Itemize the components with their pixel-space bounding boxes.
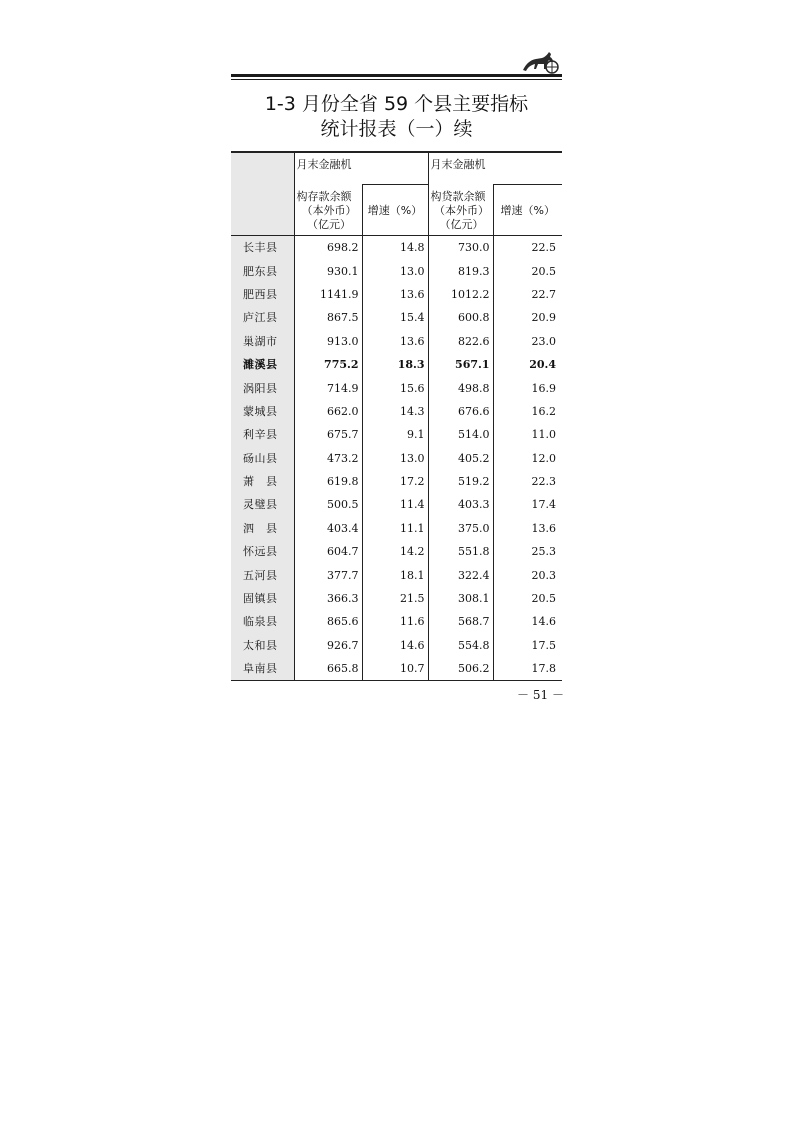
- deposit-growth-cell: 17.2: [362, 470, 428, 493]
- loan-cell: 403.3: [428, 493, 493, 516]
- table-row: [231, 353, 562, 376]
- deposit-header-line-1: 月末金融机: [296, 158, 352, 171]
- deposit-growth-cell: 13.0: [362, 259, 428, 282]
- deposit-growth-cell: 14.8: [362, 236, 428, 260]
- deposit-cell: 366.3: [294, 587, 362, 610]
- loan-header-line-2: 构贷款余额: [430, 189, 486, 203]
- loan-header-line-1: 月末金融机: [430, 158, 486, 171]
- deposit-growth-cell: 18.3: [362, 353, 428, 376]
- region-cell: 灵璧县: [231, 493, 294, 516]
- loan-growth-cell: 23.0: [493, 330, 562, 353]
- deposit-growth-header: 增速（%）: [362, 185, 428, 236]
- deposit-cell: 926.7: [294, 634, 362, 657]
- table-row: [231, 634, 562, 657]
- loan-cell: 506.2: [428, 657, 493, 681]
- loan-cell: 551.8: [428, 540, 493, 563]
- loan-cell: 405.2: [428, 447, 493, 470]
- region-cell: 泗 县: [231, 517, 294, 540]
- region-cell: 萧 县: [231, 470, 294, 493]
- loan-growth-cell: 22.3: [493, 470, 562, 493]
- loan-growth-cell: 11.0: [493, 423, 562, 446]
- title-line-2: 统计报表（一）续: [320, 118, 473, 140]
- deposit-cell: 662.0: [294, 400, 362, 423]
- loan-growth-cell: 20.9: [493, 306, 562, 329]
- header-rule-thin: [231, 79, 562, 80]
- deposit-growth-cell: 14.2: [362, 540, 428, 563]
- title-line-1: 1-3 月份全省 59 个县主要指标: [264, 93, 529, 115]
- region-cell: 肥西县: [231, 283, 294, 306]
- table-row: [231, 236, 562, 260]
- region-cell: 涡阳县: [231, 376, 294, 399]
- deposit-cell: 500.5: [294, 493, 362, 516]
- loan-cell: 567.1: [428, 353, 493, 376]
- region-cell: 临泉县: [231, 610, 294, 633]
- deposit-cell: 913.0: [294, 330, 362, 353]
- loan-cell: 514.0: [428, 423, 493, 446]
- loan-header-detail: [428, 185, 493, 236]
- deposit-growth-cell: 11.1: [362, 517, 428, 540]
- deposit-header: [294, 152, 428, 185]
- deposit-cell: 865.6: [294, 610, 362, 633]
- region-cell: 长丰县: [231, 236, 294, 260]
- page-number: － 51 －: [517, 688, 564, 702]
- loan-growth-cell: 17.4: [493, 493, 562, 516]
- header-rule-thick: [231, 74, 562, 77]
- loan-growth-cell: 13.6: [493, 517, 562, 540]
- loan-growth-cell: 16.2: [493, 400, 562, 423]
- region-cell: 太和县: [231, 634, 294, 657]
- region-cell: 砀山县: [231, 447, 294, 470]
- table-row: [231, 400, 562, 423]
- region-cell: 庐江县: [231, 306, 294, 329]
- loan-growth-cell: 25.3: [493, 540, 562, 563]
- loan-growth-cell: 20.5: [493, 259, 562, 282]
- loan-header-line-4: （亿元）: [439, 217, 484, 231]
- deposit-header-line-3: （本外币）: [301, 203, 357, 217]
- table-row: [231, 540, 562, 563]
- loan-cell: 1012.2: [428, 283, 493, 306]
- deposit-cell: 930.1: [294, 259, 362, 282]
- table-row: [231, 447, 562, 470]
- region-cell: 蒙城县: [231, 400, 294, 423]
- deposit-header-detail: [294, 185, 362, 236]
- loan-cell: 730.0: [428, 236, 493, 260]
- deposit-header-line-4: （亿元）: [307, 217, 351, 231]
- table-row: [231, 376, 562, 399]
- loan-cell: 600.8: [428, 306, 493, 329]
- deposit-cell: 665.8: [294, 657, 362, 681]
- loan-growth-cell: 20.3: [493, 563, 562, 586]
- deposit-cell: 867.5: [294, 306, 362, 329]
- loan-cell: 554.8: [428, 634, 493, 657]
- deposit-growth-cell: 11.6: [362, 610, 428, 633]
- statistics-table: [231, 151, 562, 681]
- deposit-cell: 403.4: [294, 517, 362, 540]
- table-row: [231, 493, 562, 516]
- loan-cell: 375.0: [428, 517, 493, 540]
- loan-cell: 519.2: [428, 470, 493, 493]
- deposit-growth-cell: 9.1: [362, 423, 428, 446]
- deposit-cell: 698.2: [294, 236, 362, 260]
- page-title: [231, 92, 562, 142]
- deposit-header-line-2: 构存款余额: [296, 189, 352, 203]
- loan-cell: 819.3: [428, 259, 493, 282]
- deposit-growth-cell: 11.4: [362, 493, 428, 516]
- deposit-cell: 675.7: [294, 423, 362, 446]
- table-row: [231, 283, 562, 306]
- table-row: [231, 259, 562, 282]
- table-row: [231, 517, 562, 540]
- deposit-growth-cell: 14.6: [362, 634, 428, 657]
- deposit-cell: 604.7: [294, 540, 362, 563]
- region-cell: 固镇县: [231, 587, 294, 610]
- loan-growth-header: 增速（%）: [493, 185, 562, 236]
- loan-cell: 308.1: [428, 587, 493, 610]
- loan-cell: 676.6: [428, 400, 493, 423]
- deposit-growth-cell: 13.0: [362, 447, 428, 470]
- deposit-growth-cell: 21.5: [362, 587, 428, 610]
- deposit-growth-cell: 14.3: [362, 400, 428, 423]
- deposit-growth-cell: 13.6: [362, 283, 428, 306]
- region-cell: 肥东县: [231, 259, 294, 282]
- table-row: [231, 306, 562, 329]
- region-cell: 濉溪县: [231, 353, 294, 376]
- deposit-growth-cell: 10.7: [362, 657, 428, 681]
- loan-growth-cell: 20.5: [493, 587, 562, 610]
- region-cell: 阜南县: [231, 657, 294, 681]
- loan-growth-cell: 17.8: [493, 657, 562, 681]
- loan-growth-cell: 22.5: [493, 236, 562, 260]
- table-row: [231, 610, 562, 633]
- table-row: [231, 587, 562, 610]
- deposit-cell: 473.2: [294, 447, 362, 470]
- deposit-growth-cell: 15.4: [362, 306, 428, 329]
- loan-cell: 822.6: [428, 330, 493, 353]
- deposit-cell: 377.7: [294, 563, 362, 586]
- loan-growth-cell: 20.4: [493, 353, 562, 376]
- table-row: [231, 657, 562, 681]
- deposit-growth-cell: 15.6: [362, 376, 428, 399]
- loan-header: [428, 152, 562, 185]
- horse-carriage-logo: [520, 48, 560, 76]
- loan-growth-cell: 22.7: [493, 283, 562, 306]
- region-cell: 怀远县: [231, 540, 294, 563]
- loan-cell: 322.4: [428, 563, 493, 586]
- table-row: [231, 330, 562, 353]
- deposit-cell: 714.9: [294, 376, 362, 399]
- table-row: [231, 470, 562, 493]
- table-row: [231, 423, 562, 446]
- region-column-header: [231, 152, 294, 236]
- region-cell: 利辛县: [231, 423, 294, 446]
- loan-growth-cell: 16.9: [493, 376, 562, 399]
- deposit-growth-cell: 18.1: [362, 563, 428, 586]
- loan-cell: 498.8: [428, 376, 493, 399]
- region-cell: 五河县: [231, 563, 294, 586]
- loan-growth-cell: 14.6: [493, 610, 562, 633]
- deposit-cell: 775.2: [294, 353, 362, 376]
- loan-header-line-3: （本外币）: [434, 203, 489, 217]
- deposit-cell: 619.8: [294, 470, 362, 493]
- deposit-growth-cell: 13.6: [362, 330, 428, 353]
- deposit-cell: 1141.9: [294, 283, 362, 306]
- loan-cell: 568.7: [428, 610, 493, 633]
- region-cell: 巢湖市: [231, 330, 294, 353]
- table-row: [231, 563, 562, 586]
- loan-growth-cell: 12.0: [493, 447, 562, 470]
- table-body: [231, 236, 562, 681]
- loan-growth-cell: 17.5: [493, 634, 562, 657]
